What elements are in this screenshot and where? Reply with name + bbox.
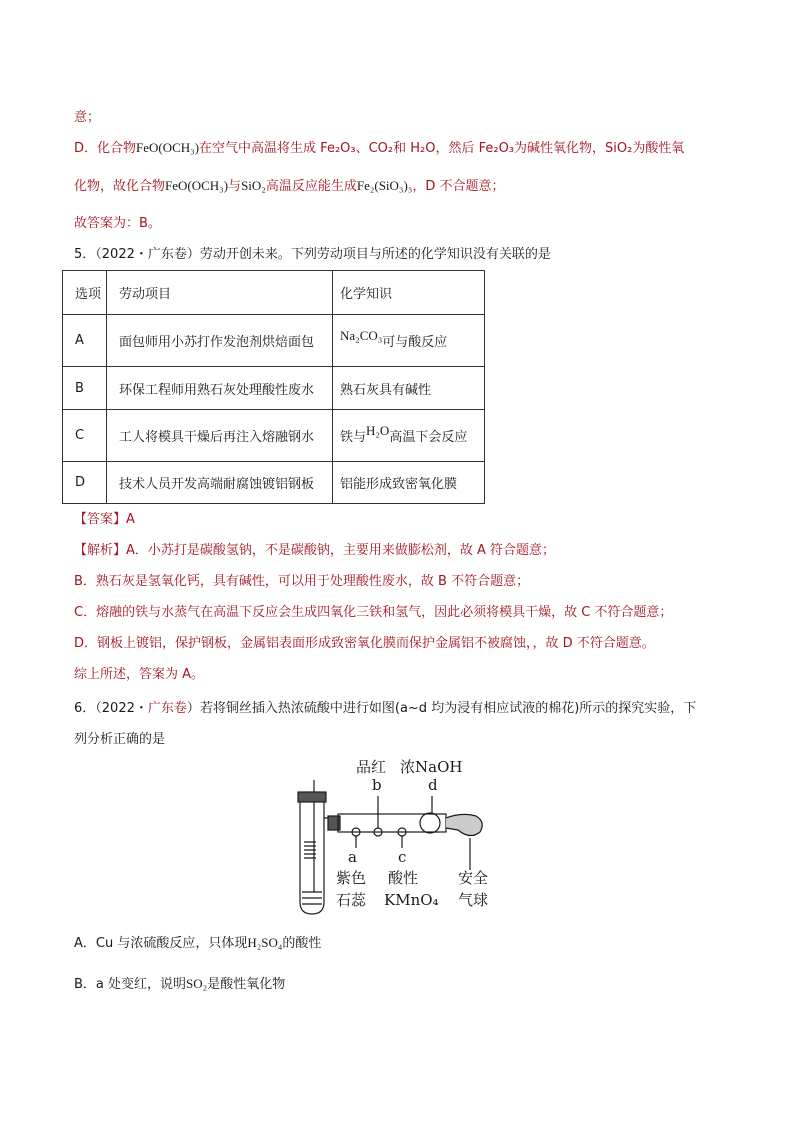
- cell-knowledge: [333, 315, 485, 367]
- label-c-text1: 酸性: [388, 869, 419, 887]
- formula: SiO₂: [241, 178, 266, 193]
- formula: FeO(OCH₃): [165, 178, 229, 193]
- cell-knowledge: 铝能形成致密氧化膜: [333, 462, 485, 504]
- text: ，D 不合题意；: [412, 179, 505, 194]
- answer-line: 故答案为：B。: [74, 216, 161, 231]
- option-d-explanation-line1: [74, 138, 684, 159]
- formula: Na₂CO₃: [340, 328, 383, 343]
- label-c: c: [398, 848, 407, 866]
- text: A．Cu 与浓硫酸反应，只体现: [74, 936, 248, 951]
- option-b: [74, 974, 285, 995]
- table-row: [63, 315, 485, 367]
- cell-task: 工人将模具干燥后再注入熔融钢水: [107, 410, 333, 462]
- text: D．化合物: [74, 141, 137, 156]
- text: 高温反应能生成: [265, 179, 357, 194]
- cell-option: D: [63, 462, 107, 504]
- header-knowledge: 化学知识: [333, 271, 485, 315]
- text: 与: [228, 179, 242, 194]
- text: B．a 处变红，说明: [74, 977, 187, 992]
- question-6-stem-line1: [74, 699, 696, 719]
- q5-analysis-line: 【解析】A．小苏打是碳酸氢钠，不是碳酸钠，主要用来做膨松剂，故 A 符合题意；: [74, 543, 556, 558]
- text: 高温下会反应: [389, 430, 468, 445]
- label-a-text2: 石蕊: [336, 891, 367, 909]
- table-header-row: [63, 271, 485, 315]
- horizontal-tube: [338, 814, 446, 832]
- q5-answer: 【答案】A: [74, 512, 135, 527]
- source-tag: 广东卷: [147, 701, 187, 716]
- text: 化物，故化合物: [74, 179, 166, 194]
- label-balloon1: 安全: [458, 869, 489, 887]
- q5-analysis-line: C．熔融的铁与水蒸气在高温下反应会生成四氧化三铁和氢气，因此必须将模具干燥，故 C 不符合题意；: [74, 605, 673, 620]
- cell-knowledge: 熟石灰具有碱性: [333, 367, 485, 410]
- question-5-table: [62, 270, 485, 504]
- text: 在空气中高温将生成 Fe₂O₃、CO₂和 H₂O，然后 Fe₂O₃为碱性氧化物，SiO₂为酸性氧: [199, 141, 685, 156]
- stopper: [298, 792, 326, 802]
- cell-task: 面包师用小苏打作发泡剂烘焙面包: [107, 315, 333, 367]
- text: ）若将铜丝插入热浓硫酸中进行如图(a~d 均为浸有相应试液的棉花)所示的探究实验，下: [186, 701, 697, 716]
- test-tube: [300, 800, 324, 914]
- table-row: [63, 367, 485, 410]
- continued-line: 意；: [74, 110, 101, 125]
- q5-analysis-line: 综上所述，答案为 A。: [74, 667, 205, 682]
- cell-option: C: [63, 410, 107, 462]
- question-5-stem: 5．（2022・广东卷）劳动开创未来。下列劳动项目与所述的化学知识没有关联的是: [74, 247, 551, 262]
- table-row: [63, 462, 485, 504]
- label-naoh: 浓NaOH: [400, 758, 463, 776]
- label-b: b: [372, 776, 382, 794]
- text: 铁与: [340, 430, 367, 445]
- table-row: [63, 410, 485, 462]
- q5-analysis-line: B．熟石灰是氢氧化钙，具有碱性，可以用于处理酸性废水，故 B 不符合题意；: [74, 574, 530, 589]
- formula: Fe₂(SiO₃)₃: [356, 178, 413, 193]
- label-c-text2: KMnO₄: [384, 891, 439, 909]
- cell-option: B: [63, 367, 107, 410]
- text: 的酸性: [282, 936, 322, 951]
- option-a: [74, 933, 321, 954]
- label-d: d: [428, 776, 438, 794]
- label-a-text1: 紫色: [336, 869, 367, 887]
- text: 是酸性氧化物: [207, 977, 286, 992]
- cell-option: A: [63, 315, 107, 367]
- experiment-diagram: [290, 752, 510, 922]
- question-6-stem-line2: 列分析正确的是: [74, 732, 166, 747]
- text: 6．（2022・: [74, 701, 148, 716]
- formula: FeO(OCH₃): [136, 140, 200, 155]
- option-d-explanation-line2: [74, 176, 505, 197]
- header-task: 劳动项目: [107, 271, 333, 315]
- header-option: 选项: [63, 271, 107, 315]
- cell-knowledge: [333, 410, 485, 462]
- formula: SO₂: [186, 976, 208, 991]
- formula: H₂O: [366, 423, 390, 438]
- q5-analysis-line: D．钢板上镀铝，保护钢板，金属铝表面形成致密氧化膜而保护金属铝不被腐蚀，，故 D 不符合题意。: [74, 636, 655, 651]
- cotton-d: [420, 813, 440, 833]
- cell-task: 环保工程师用熟石灰处理酸性废水: [107, 367, 333, 410]
- label-pinhong: 品红: [356, 758, 387, 776]
- label-balloon2: 气球: [458, 891, 489, 909]
- safety-balloon: [446, 814, 482, 835]
- cell-task: 技术人员开发高端耐腐蚀镀铝钢板: [107, 462, 333, 504]
- text: 可与酸反应: [382, 335, 448, 350]
- formula: H₂SO₄: [247, 935, 283, 950]
- label-a: a: [348, 848, 357, 866]
- acid-liquid: [302, 892, 322, 904]
